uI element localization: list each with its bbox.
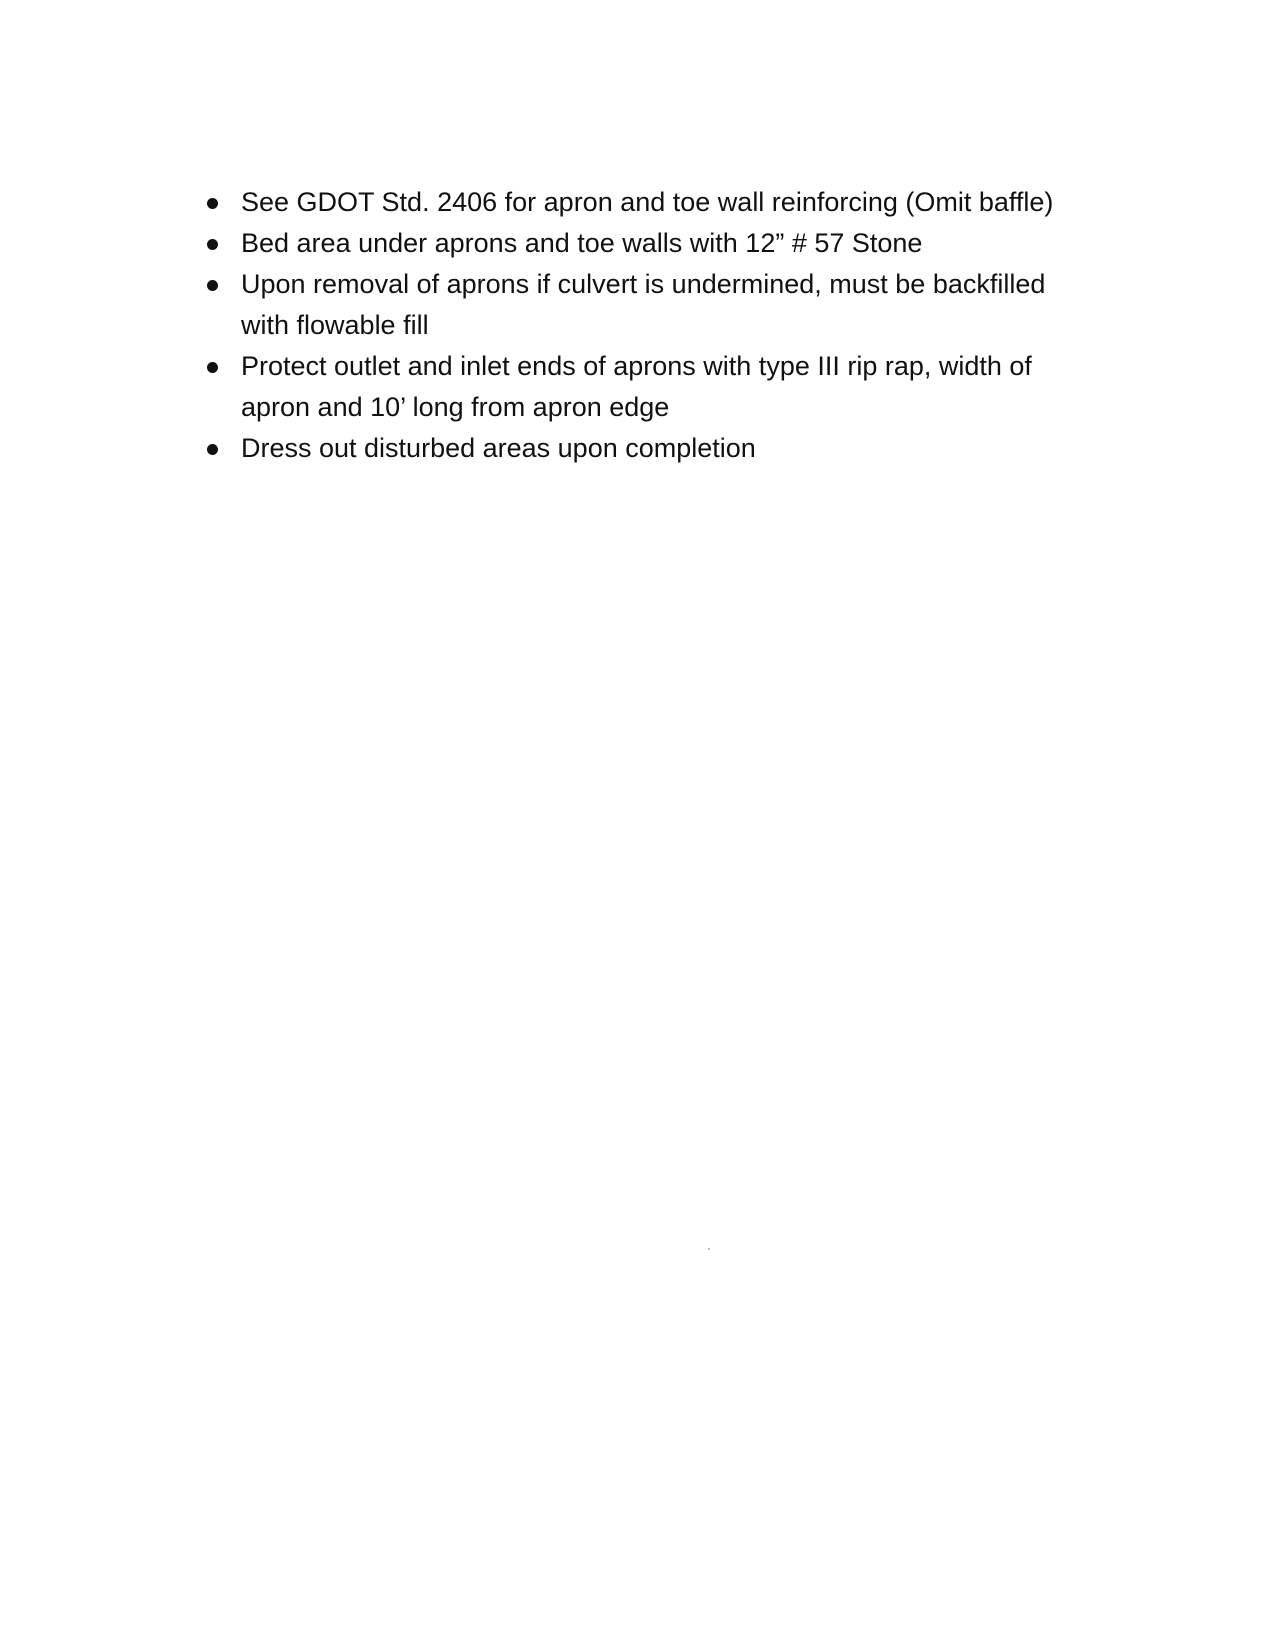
bullet-icon [207,362,218,373]
list-item-text: Upon removal of aprons if culvert is undermined, must be backfilled with flowable fill [241,269,1046,340]
list-item-text: See GDOT Std. 2406 for apron and toe wall reinforcing (Omit baffle) [241,187,1054,217]
list-item [200,428,1080,469]
list-item-text: Protect outlet and inlet ends of aprons with type III rip rap, width of apron and 10’ long from apron edge [241,351,1032,422]
bullet-icon [207,239,218,250]
bullet-icon [207,198,218,209]
list-item-text: Bed area under aprons and toe walls with 12” # 57 Stone [241,228,923,258]
scan-speck [708,1248,710,1250]
notes-list [200,182,1080,469]
list-item [200,264,1080,346]
list-item [200,182,1080,223]
list-item [200,346,1080,428]
list-item [200,223,1080,264]
list-item-text: Dress out disturbed areas upon completion [241,433,756,463]
bullet-icon [207,280,218,291]
bullet-icon [207,444,218,455]
